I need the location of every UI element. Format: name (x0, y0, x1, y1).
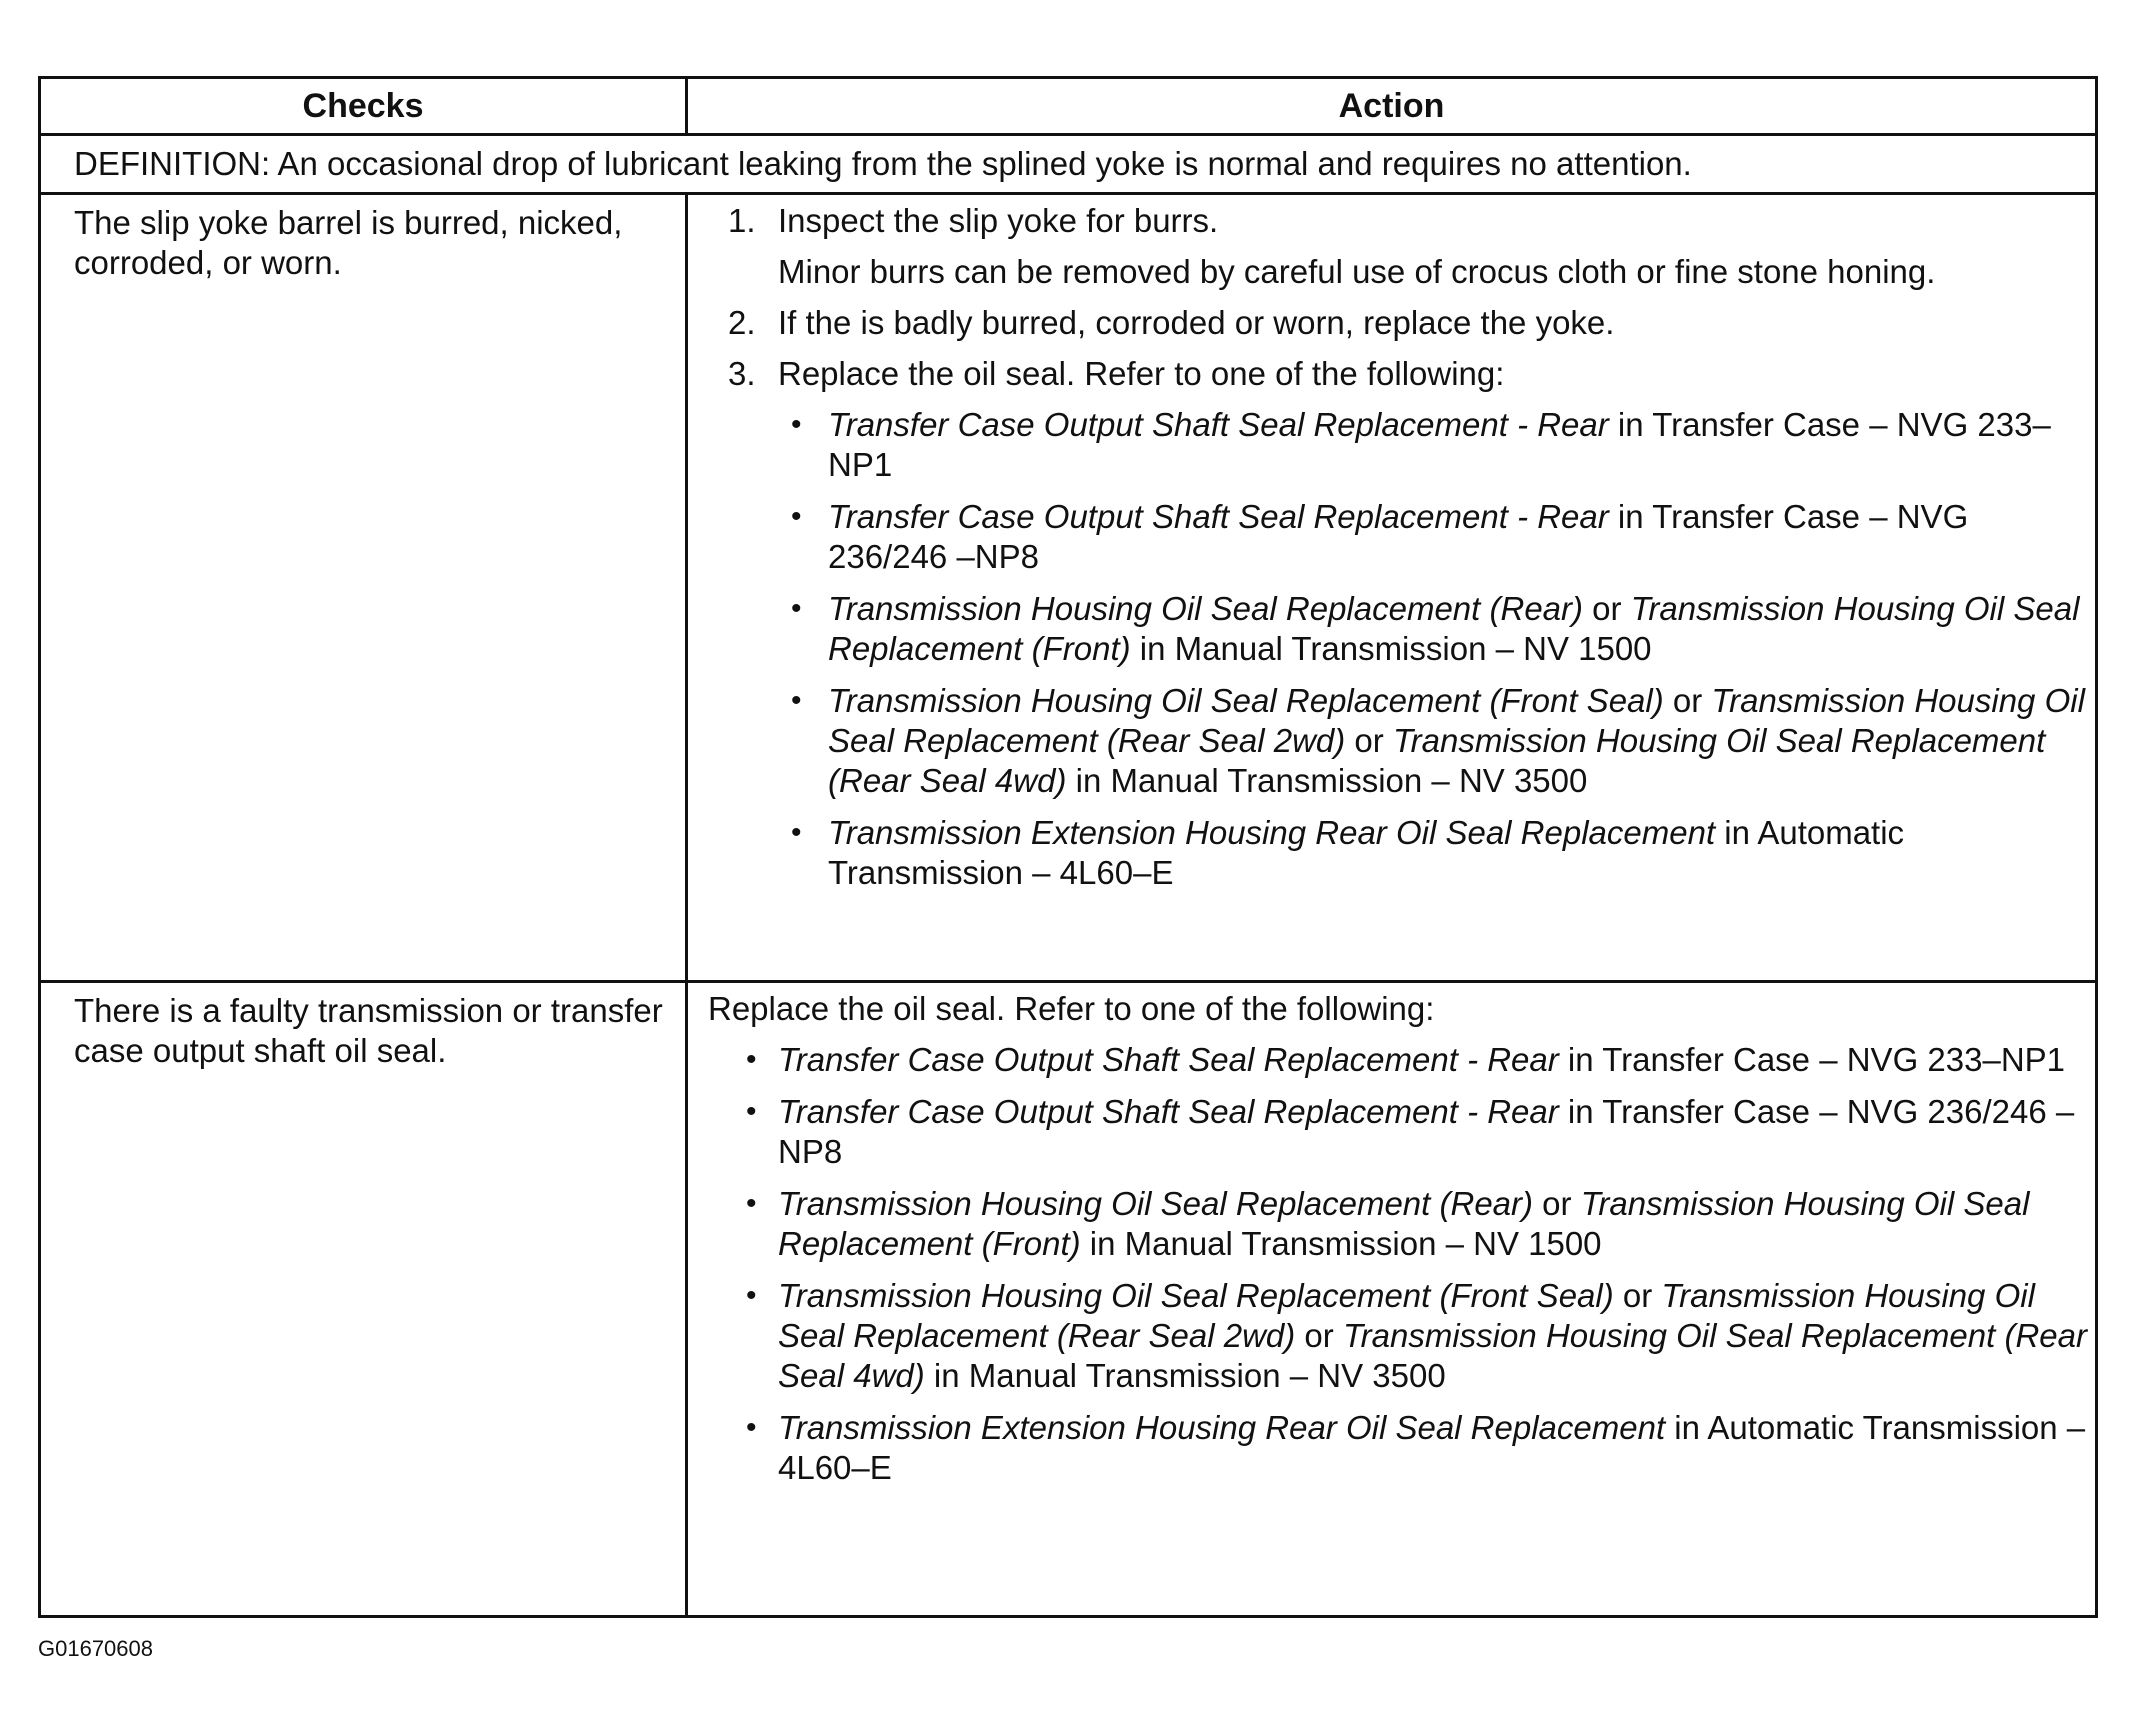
reference-location: in Transfer Case – NVG 233–NP1 (1558, 1041, 2066, 1078)
reference-title: Transmission Housing Oil Seal Replacement (Front) (778, 1185, 2030, 1262)
reference-location: in Transfer Case – NVG 236/246 –NP8 (778, 1093, 2075, 1170)
reference-title: Transmission Extension Housing Rear Oil Seal Replacement (778, 1409, 1666, 1446)
reference-title: Transmission Housing Oil Seal Replacement (Front Seal) (828, 682, 1664, 719)
list-item (708, 1040, 2095, 1080)
reference-title: Transmission Housing Oil Seal Replacement (Front) (828, 590, 2080, 667)
action-cell (688, 983, 2095, 1615)
definition-row (41, 136, 2095, 195)
action-step (728, 201, 2095, 241)
reference-location: in Transfer Case – NVG 236/246 –NP8 (828, 498, 1969, 575)
list-item (728, 681, 2095, 801)
bullet-icon: • (791, 500, 802, 533)
bullet-icon: • (746, 1411, 757, 1444)
reference-title: Transmission Extension Housing Rear Oil Seal Replacement (828, 814, 1716, 851)
reference-connector: or (1295, 1317, 1343, 1354)
step-text: Replace the oil seal. Refer to one of the following: (778, 355, 1505, 392)
bullet-icon: • (791, 684, 802, 717)
reference-connector: or (1663, 682, 1712, 719)
reference-location: in Transfer Case – NVG 233–NP1 (828, 406, 2051, 483)
reference-title: Transmission Housing Oil Seal Replacement (Rear Seal 4wd) (828, 722, 2046, 799)
reference-title: Transfer Case Output Shaft Seal Replacement - Rear (828, 498, 1609, 535)
reference-connector: or (1345, 722, 1393, 759)
reference-location: in Manual Transmission – NV 1500 (1130, 630, 1652, 667)
bullet-icon: • (791, 816, 802, 849)
action-intro: Replace the oil seal. Refer to one of the following: (708, 990, 1435, 1027)
reference-location: in Automatic Transmission – 4L60–E (778, 1409, 2086, 1486)
bullet-icon: • (746, 1095, 757, 1128)
reference-connector: or (1533, 1185, 1581, 1222)
reference-title: Transmission Housing Oil Seal Replacement (Rear) (778, 1185, 1534, 1222)
reference-location: in Automatic Transmission – 4L60–E (828, 814, 1905, 891)
reference-title: Transmission Housing Oil Seal Replacement (Rear Seal 2wd) (828, 682, 2085, 759)
check-cell: There is a faulty transmission or transfer case output shaft oil seal. (41, 983, 688, 1615)
reference-title: Transfer Case Output Shaft Seal Replacement - Rear (778, 1093, 1559, 1130)
action-step (728, 303, 2095, 343)
reference-list (728, 405, 2095, 893)
list-item (728, 405, 2095, 485)
checks-column-header: Checks (41, 79, 688, 133)
diagnosis-table (38, 76, 2098, 1618)
reference-title: Transfer Case Output Shaft Seal Replacement - Rear (778, 1041, 1559, 1078)
reference-title: Transmission Housing Oil Seal Replacement (Rear Seal 4wd) (778, 1317, 2087, 1394)
list-item (708, 1276, 2095, 1396)
reference-connector: or (1613, 1277, 1662, 1314)
list-item (708, 1408, 2095, 1488)
check-cell: The slip yoke barrel is burred, nicked, corroded, or worn. (41, 195, 688, 980)
bullet-icon: • (746, 1187, 757, 1220)
list-item (728, 497, 2095, 577)
step-number: 3. (728, 355, 756, 392)
step-note: Minor burrs can be removed by careful use of crocus cloth or fine stone honing. (778, 253, 1936, 290)
table-row (41, 983, 2095, 1615)
definition-text: DEFINITION: An occasional drop of lubricant leaking from the splined yoke is normal and requires no attention. (74, 145, 1692, 182)
figure-code: G01670608 (38, 1636, 153, 1661)
reference-location: in Manual Transmission – NV 3500 (924, 1357, 1446, 1394)
step-text: If the is badly burred, corroded or worn, replace the yoke. (778, 304, 1615, 341)
reference-title: Transmission Housing Oil Seal Replacement (Front Seal) (778, 1277, 1614, 1314)
reference-title: Transfer Case Output Shaft Seal Replacement - Rear (828, 406, 1609, 443)
table-header-row (41, 79, 2095, 136)
reference-location: in Manual Transmission – NV 3500 (1066, 762, 1588, 799)
reference-title: Transmission Housing Oil Seal Replacement (Rear Seal 2wd) (778, 1277, 2035, 1354)
action-cell (688, 195, 2095, 980)
bullet-icon: • (791, 408, 802, 441)
step-number: 1. (728, 202, 756, 239)
bullet-icon: • (791, 592, 802, 625)
action-step (728, 354, 2095, 394)
list-item (728, 589, 2095, 669)
bullet-icon: • (746, 1279, 757, 1312)
step-text: Inspect the slip yoke for burrs. (778, 202, 1219, 239)
reference-location: in Manual Transmission – NV 1500 (1080, 1225, 1602, 1262)
list-item (708, 1092, 2095, 1172)
reference-connector: or (1583, 590, 1631, 627)
reference-list (708, 1040, 2095, 1488)
bullet-icon: • (746, 1043, 757, 1076)
action-column-header: Action (1338, 86, 1445, 125)
list-item (708, 1184, 2095, 1264)
table-row (41, 195, 2095, 983)
step-number: 2. (728, 304, 756, 341)
reference-title: Transmission Housing Oil Seal Replacement (Rear) (828, 590, 1584, 627)
list-item (728, 813, 2095, 893)
